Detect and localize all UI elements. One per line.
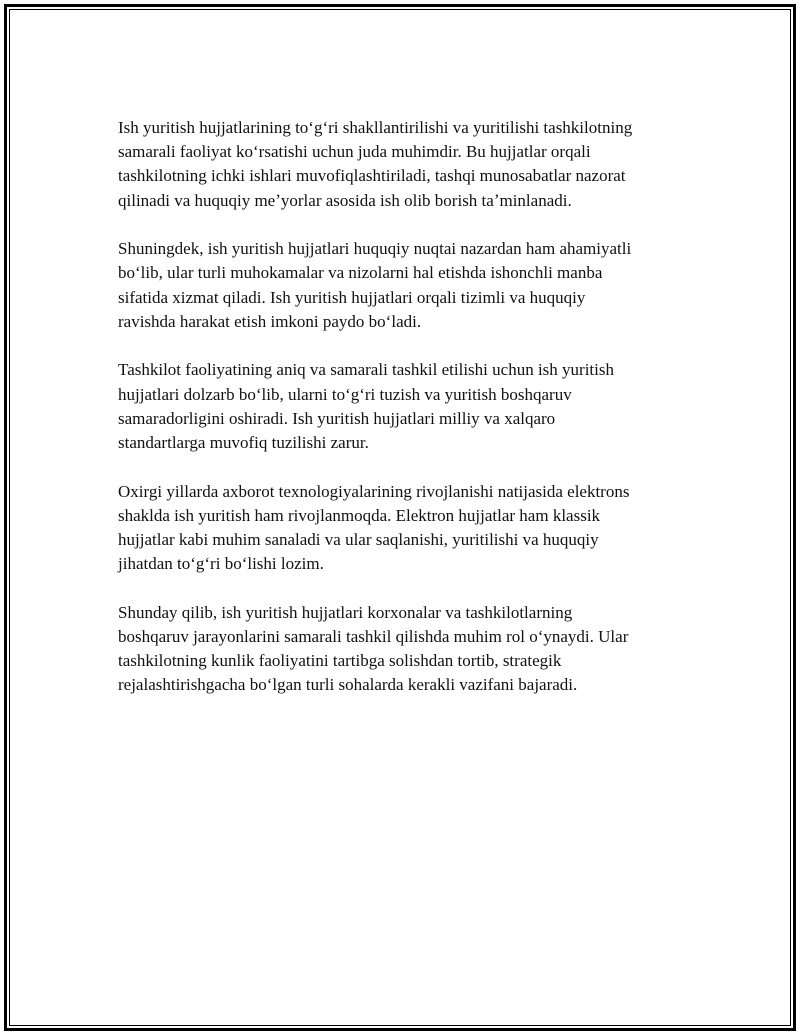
text-line: Shunday qilib, ish yuritish hujjatlari korxonalar va tashkilotlarning: [118, 602, 573, 622]
document-body: [118, 116, 678, 722]
text-line: tashkilotning ichki ishlari muvofiqlashtiriladi, tashqi munosabatlar nazorat: [118, 166, 626, 186]
paragraph-4: [118, 480, 678, 577]
text-line: Shuningdek, ish yuritish hujjatlari huquqiy nuqtai nazardan ham ahamiyatli: [118, 239, 632, 259]
text-line: shaklda ish yuritish ham rivojlanmoqda. Elektron hujjatlar ham klassik: [118, 505, 601, 525]
paragraph-5: [118, 601, 678, 698]
text-line: samaradorligini oshiradi. Ish yuritish hujjatlari milliy va xalqaro: [118, 408, 556, 428]
text-line: Ish yuritish hujjatlarining toʻgʻri shakllantirilishi va yuritilishi tashkilotning: [118, 118, 633, 137]
text-line: jihatdan toʻgʻri boʻlishi lozim.: [118, 554, 324, 574]
text-line: Tashkilot faoliyatining aniq va samarali tashkil etilishi uchun ish yuritish: [118, 360, 614, 380]
text-line: hujjatlar kabi muhim sanaladi va ular saqlanishi, yuritilishi va huquqiy: [118, 530, 599, 550]
text-line: sifatida xizmat qiladi. Ish yuritish hujjatlari orqali tizimli va huquqiy: [118, 287, 586, 307]
text-line: hujjatlari dolzarb boʻlib, ularni toʻgʻri tuzish va yuritish boshqaruv: [118, 384, 572, 404]
paragraph-2: [118, 237, 678, 334]
text-line: qilinadi va huquqiy meʼyorlar asosida ish olib borish taʼminlanadi.: [118, 190, 572, 210]
paragraph-3: [118, 358, 678, 455]
text-line: boʻlib, ular turli muhokamalar va nizolarni hal etishda ishonchli manba: [118, 263, 603, 283]
text-line: samarali faoliyat koʻrsatishi uchun juda muhimdir. Bu hujjatlar orqali: [118, 142, 591, 162]
paragraph-1: [118, 116, 678, 213]
text-line: standartlarga muvofiq tuzilishi zarur.: [118, 433, 369, 453]
text-line: boshqaruv jarayonlarini samarali tashkil qilishda muhim rol oʻynaydi. Ular: [118, 627, 629, 647]
text-line: Oxirgi yillarda axborot texnologiyalarining rivojlanishi natijasida elektrons: [118, 481, 630, 501]
text-line: tashkilotning kunlik faoliyatini tartibga solishdan tortib, strategik: [118, 651, 562, 671]
text-line: rejalashtirishgacha boʻlgan turli sohalarda kerakli vazifani bajaradi.: [118, 675, 578, 695]
text-line: ravishda harakat etish imkoni paydo boʻladi.: [118, 311, 422, 331]
